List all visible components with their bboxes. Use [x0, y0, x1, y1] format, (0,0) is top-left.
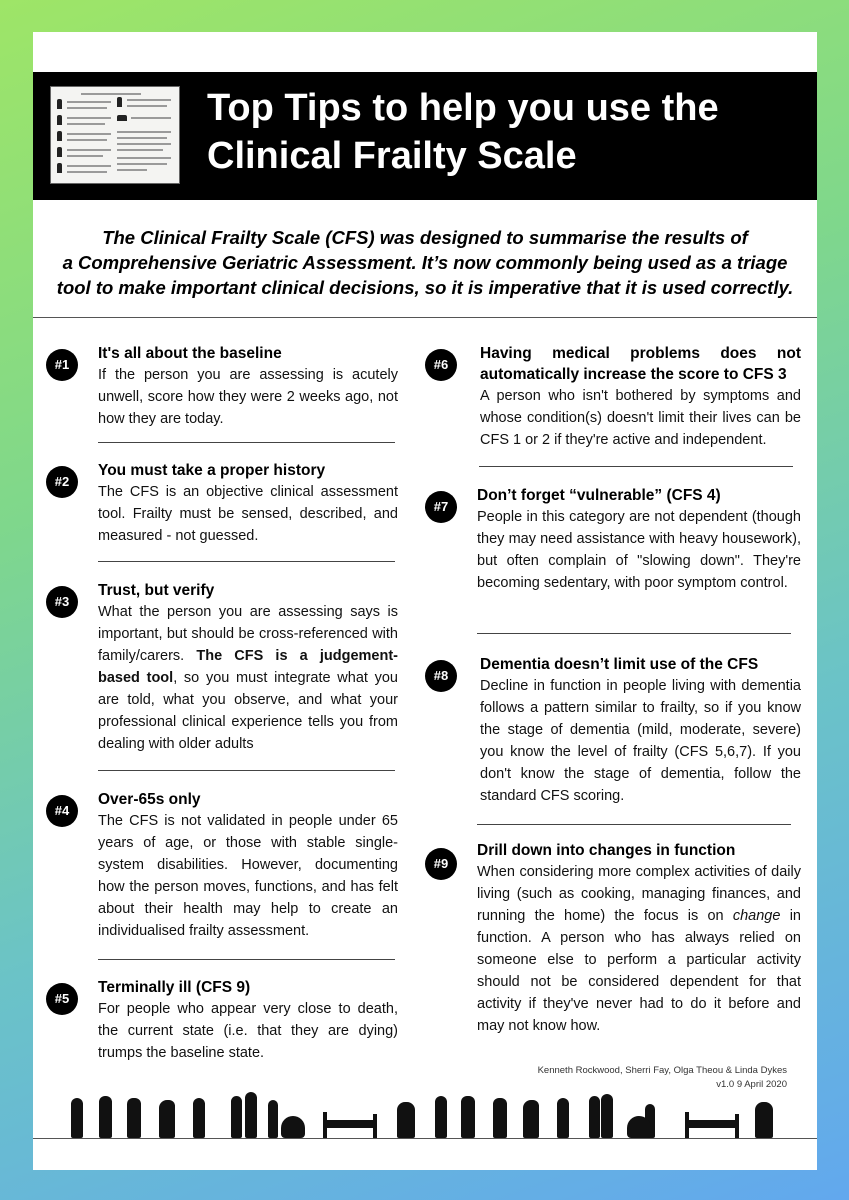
person-silhouette-icon [601, 1094, 613, 1138]
tip-body: The CFS is an objective clinical assessment tool. Frailty must be sensed, described, and measured - not guessed. [98, 484, 398, 544]
cfs-chart-thumbnail [50, 86, 180, 184]
person-silhouette-icon [99, 1096, 112, 1138]
tip-4 [46, 789, 398, 942]
person-silhouette-icon [127, 1098, 141, 1138]
tip-separator [98, 959, 395, 960]
tip-separator [98, 770, 395, 771]
tip-title: Drill down into changes in function [477, 842, 736, 859]
person-silhouette-icon [245, 1092, 257, 1138]
tip-number-badge: #9 [425, 848, 457, 880]
tip-separator [479, 466, 793, 467]
intro-line-3: tool to make important clinical decisions, so it is imperative that it is used correctly. [56, 277, 794, 298]
tip-number-badge: #6 [425, 349, 457, 381]
tip-body: People in this category are not dependent (though they may need assistance with heavy housework), but often complain of "slowing down". They're becoming sedentary, with poor symptom control. [477, 509, 801, 591]
tip-number-badge: #5 [46, 983, 78, 1015]
tip-body-emphasis: The CFS is a judgement-based tool [98, 648, 398, 686]
tip-body [98, 601, 398, 755]
credits [538, 1064, 787, 1092]
tip-number-badge: #4 [46, 795, 78, 827]
tip-9 [425, 840, 801, 1037]
credits-authors: Kenneth Rockwood, Sherri Fay, Olga Theou & Linda Dykes [537, 1065, 787, 1076]
credits-version: v1.0 9 April 2020 [716, 1079, 787, 1090]
person-silhouette-icon [71, 1098, 83, 1138]
tip-8 [425, 654, 801, 807]
tip-separator [477, 633, 791, 634]
bed-icon [685, 1120, 739, 1128]
person-silhouette-icon [461, 1096, 475, 1138]
person-silhouette-icon [493, 1098, 507, 1138]
section-divider [33, 317, 817, 318]
tip-number-badge: #8 [425, 660, 457, 692]
tip-body-part: , so you must integrate what you are told, what you observe, and what your professional clinical experience tells you from dealing with older adults [98, 670, 398, 752]
person-seated-icon [755, 1102, 773, 1138]
person-silhouette-icon [231, 1096, 242, 1138]
title-banner [33, 72, 817, 200]
title-line-2: Clinical Frailty Scale [207, 135, 577, 177]
tip-separator [477, 824, 791, 825]
tip-5 [46, 977, 398, 1064]
person-silhouette-icon [268, 1100, 278, 1138]
tip-6 [425, 343, 801, 451]
tip-number-badge: #1 [46, 349, 78, 381]
tip-number-badge: #3 [46, 586, 78, 618]
tip-3 [46, 580, 398, 755]
tip-body: The CFS is not validated in people under 65 years of age, or those with stable single-system disabilities. However, documenting how the person moves, functions, and has felt about their health may help to create an individualised frailty assessment. [98, 813, 398, 939]
tip-1 [46, 343, 398, 430]
tip-body: If the person you are assessing is acutely unwell, score how they were 2 weeks ago, not how they are today. [98, 367, 398, 427]
tip-body-italic: change [732, 908, 781, 924]
tip-title: Having medical problems does not automatically increase the score to CFS 3 [480, 345, 801, 383]
bed-icon [735, 1114, 739, 1138]
tip-title: You must take a proper history [98, 462, 326, 479]
intro-statement [33, 225, 817, 300]
tip-title: It's all about the baseline [98, 345, 282, 362]
tip-7 [425, 485, 801, 594]
tip-number-badge: #2 [46, 466, 78, 498]
tip-title: Over-65s only [98, 791, 201, 808]
tip-body-part: What the person you are assessing says is important, but should be cross-referenced with family/carers. [98, 604, 398, 664]
bed-icon [323, 1120, 377, 1128]
title-line-1: Top Tips to help you use the [207, 87, 719, 129]
person-with-walker-icon [193, 1098, 205, 1138]
footer-baseline [33, 1138, 817, 1139]
person-silhouette-icon [589, 1096, 600, 1138]
tip-separator [98, 442, 395, 443]
bed-icon [685, 1112, 689, 1138]
tip-body-part: in function. A person who has always relied on someone else to perform a particular activity should not be considered dependent for that activity if they've never had to do it before and may not know how. [477, 908, 801, 1034]
wheelchair-icon [281, 1116, 305, 1138]
tip-body-part: When considering more complex activities of daily living (such as cooking, managing finances, and running the home) the focus is on [477, 864, 801, 924]
tip-title: Don’t forget “vulnerable” (CFS 4) [477, 487, 721, 504]
tip-title: Terminally ill (CFS 9) [98, 979, 251, 996]
person-silhouette-icon [523, 1100, 539, 1138]
intro-line-2: a Comprehensive Geriatric Assessment. It’s now commonly being used as a triage [62, 252, 788, 273]
tip-separator [98, 561, 395, 562]
person-silhouette-icon [159, 1100, 175, 1138]
bed-icon [373, 1114, 377, 1138]
tip-2 [46, 460, 398, 547]
page-title [207, 84, 807, 180]
tip-title: Dementia doesn’t limit use of the CFS [480, 656, 759, 673]
bed-icon [323, 1112, 327, 1138]
tip-body: For people who appear very close to death, the current state (i.e. that they are dying) trumps the baseline state. [98, 1001, 398, 1061]
person-silhouette-icon [435, 1096, 447, 1138]
person-with-walker-icon [557, 1098, 569, 1138]
tip-number-badge: #7 [425, 491, 457, 523]
wheelchair-icon [627, 1116, 651, 1138]
tip-title: Trust, but verify [98, 582, 215, 599]
tip-body: A person who isn't bothered by symptoms and whose condition(s) doesn't limit their lives can be CFS 1 or 2 if they're active and independent. [480, 388, 801, 448]
person-seated-icon [397, 1102, 415, 1138]
tip-body: Decline in function in people living with dementia follows a pattern similar to frailty, so if you know the stage of dementia (mild, moderate, severe) you know the level of frailty (CFS 5,6,7). If you don't know the stage of dementia, follow the standard CFS scoring. [480, 678, 801, 804]
poster-page [33, 32, 817, 1170]
intro-line-1: The Clinical Frailty Scale (CFS) was designed to summarise the results of [102, 227, 748, 248]
tip-body [477, 861, 801, 1037]
